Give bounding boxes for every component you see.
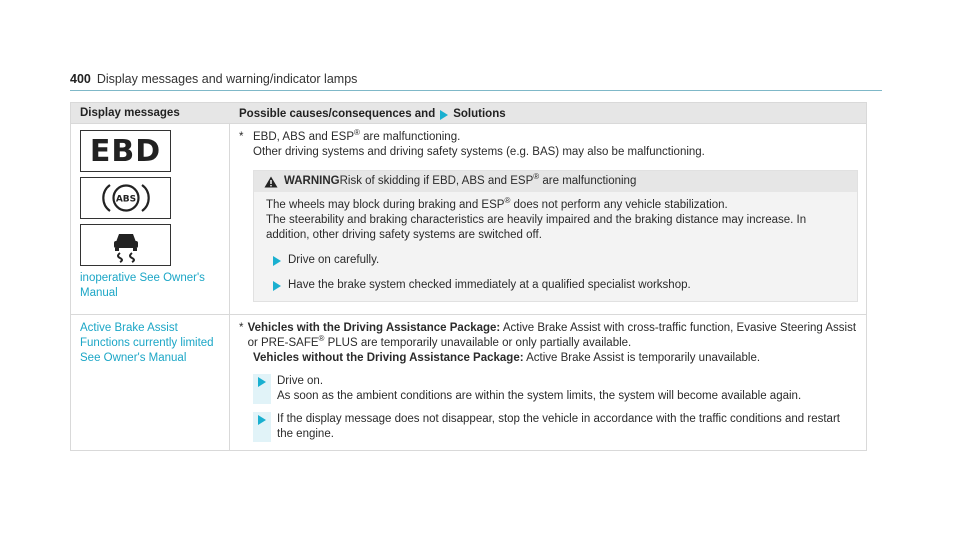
warning-title	[254, 171, 857, 192]
skid-car-graphic	[106, 227, 146, 263]
warning-box	[253, 170, 858, 302]
warning-triangle-icon	[264, 176, 278, 188]
esp-skid-icon	[80, 224, 171, 266]
step-text: Have the brake system checked immediately at a qualified specialist workshop.	[288, 279, 691, 291]
cause-text: Vehicles with the Driving Assistance Package: Active Brake Assist with cross-traffic function, Evasive Steering Assist or PRE-SAFE® PLUS are temporarily unavailable or only partially available.	[247, 322, 857, 349]
warning-body	[254, 192, 857, 293]
step-text: Drive on carefully.	[288, 254, 380, 266]
col-header-display-messages: Display messages	[80, 107, 180, 119]
table-row	[71, 123, 866, 314]
ebd-warning-icon	[80, 130, 171, 172]
page-title: Display messages and warning/indicator lamps	[96, 72, 358, 86]
arrow-right-icon	[273, 256, 281, 266]
warning-paragraph: The steerability and braking characteristics are heavily impaired and the braking distance may increase. In addition, other driving safety systems are switched off.	[266, 214, 807, 241]
page-number: 400	[70, 72, 91, 86]
warning-paragraph: The wheels may block during braking and ESP® does not perform any vehicle stabilization.	[266, 196, 728, 211]
table-header	[71, 103, 866, 123]
col-header-solutions-text: Solutions	[453, 108, 506, 120]
causes-cell	[230, 124, 866, 314]
message-inoperative: inoperative See Owner's Manual	[80, 272, 205, 299]
ebd-icon-text: EBD	[89, 133, 162, 169]
col-header-causes	[230, 103, 866, 123]
table-row	[71, 314, 866, 450]
warning-label: WARNING	[284, 175, 340, 187]
cause-line	[239, 130, 858, 145]
col-header-causes-text: Possible causes/consequences and	[239, 108, 436, 120]
cause-consequence: Other driving systems and driving safety systems (e.g. BAS) may also be malfunctioning.	[253, 146, 705, 158]
asterisk: *	[239, 131, 244, 143]
causes-cell	[230, 315, 866, 450]
message-active-brake-assist: Active Brake Assist Functions currently limited See Owner's Manual	[80, 322, 214, 364]
warning-title-text: Risk of skidding if EBD, ABS and ESP® are malfunctioning	[339, 172, 637, 187]
step-text: If the display message does not disappear, stop the vehicle in accordance with the traffic conditions and restart the engine.	[277, 413, 840, 440]
warning-step	[266, 278, 847, 293]
arrow-right-icon	[258, 415, 266, 425]
cause-text: Vehicles without the Driving Assistance Package: Active Brake Assist is temporarily unavailable.	[253, 352, 761, 364]
arrow-right-icon	[440, 110, 448, 120]
cause-line	[239, 321, 858, 351]
display-message-cell	[71, 315, 230, 450]
arrow-right-icon	[273, 281, 281, 291]
arrow-right-icon	[258, 377, 266, 387]
solution-step	[253, 374, 858, 404]
display-message-cell	[71, 124, 230, 314]
abs-warning-icon	[80, 177, 171, 219]
cause-text: EBD, ABS and ESP® are malfunctioning.	[253, 128, 461, 143]
abs-icon-graphic	[96, 180, 156, 216]
asterisk: *	[239, 322, 244, 334]
step-text: Drive on. As soon as the ambient conditions are within the system limits, the system will become available again.	[277, 375, 802, 402]
solution-step	[253, 412, 858, 442]
svg-text:ABS: ABS	[115, 194, 136, 205]
messages-table	[70, 102, 867, 451]
page-header	[70, 72, 882, 91]
warning-step	[266, 253, 847, 268]
